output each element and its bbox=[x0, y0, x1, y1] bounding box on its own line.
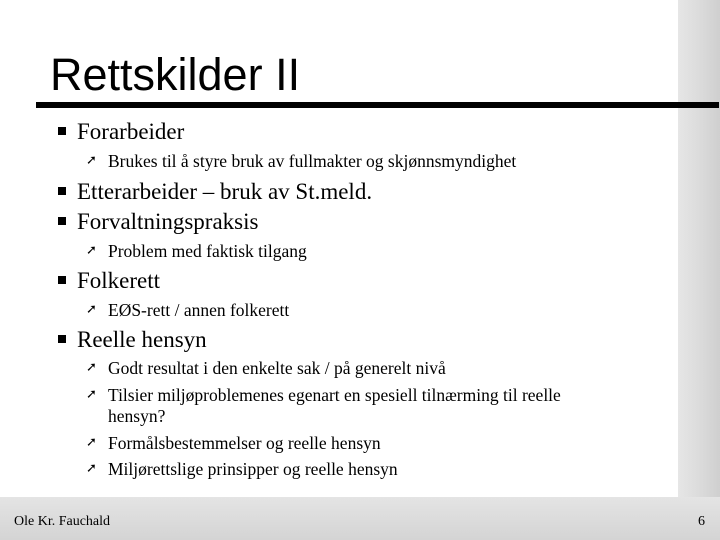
square-bullet-icon bbox=[58, 187, 66, 195]
arrow-bullet-icon: ➚ bbox=[86, 302, 97, 317]
sub-bullet-text: Tilsier miljøproblemenes egenart en spesiell tilnærming til reelle bbox=[108, 385, 561, 405]
sub-bullet-text: Brukes til å styre bruk av fullmakter og skjønnsmyndighet bbox=[108, 151, 517, 171]
sub-bullet-text: Problem med faktisk tilgang bbox=[108, 241, 307, 261]
sub-bullet-text: Miljørettslige prinsipper og reelle hensyn bbox=[108, 459, 398, 479]
sub-bullet-text: Godt resultat i den enkelte sak / på generelt nivå bbox=[108, 358, 446, 378]
arrow-bullet-icon: ➚ bbox=[86, 153, 97, 168]
sub-bullet-text: hensyn? bbox=[108, 406, 166, 426]
square-bullet-icon bbox=[58, 217, 66, 225]
sub-bullet-text: EØS-rett / annen folkerett bbox=[108, 300, 290, 320]
footer-author: Ole Kr. Fauchald bbox=[14, 514, 111, 529]
square-bullet-icon bbox=[58, 276, 66, 284]
arrow-bullet-icon: ➚ bbox=[86, 387, 97, 402]
page-number: 6 bbox=[698, 514, 705, 529]
bullet-text: Reelle hensyn bbox=[77, 327, 207, 352]
arrow-bullet-icon: ➚ bbox=[86, 435, 97, 450]
bullet-text: Forvaltningspraksis bbox=[77, 209, 259, 234]
slide-title: Rettskilder II bbox=[50, 49, 301, 100]
sub-bullet-text: Formålsbestemmelser og reelle hensyn bbox=[108, 433, 381, 453]
bullet-text: Forarbeider bbox=[77, 119, 185, 144]
square-bullet-icon bbox=[58, 335, 66, 343]
arrow-bullet-icon: ➚ bbox=[86, 360, 97, 375]
bullet-text: Folkerett bbox=[77, 268, 161, 293]
square-bullet-icon bbox=[58, 127, 66, 135]
arrow-bullet-icon: ➚ bbox=[86, 243, 97, 258]
arrow-bullet-icon: ➚ bbox=[86, 461, 97, 476]
bullet-text: Etterarbeider – bruk av St.meld. bbox=[77, 179, 373, 204]
